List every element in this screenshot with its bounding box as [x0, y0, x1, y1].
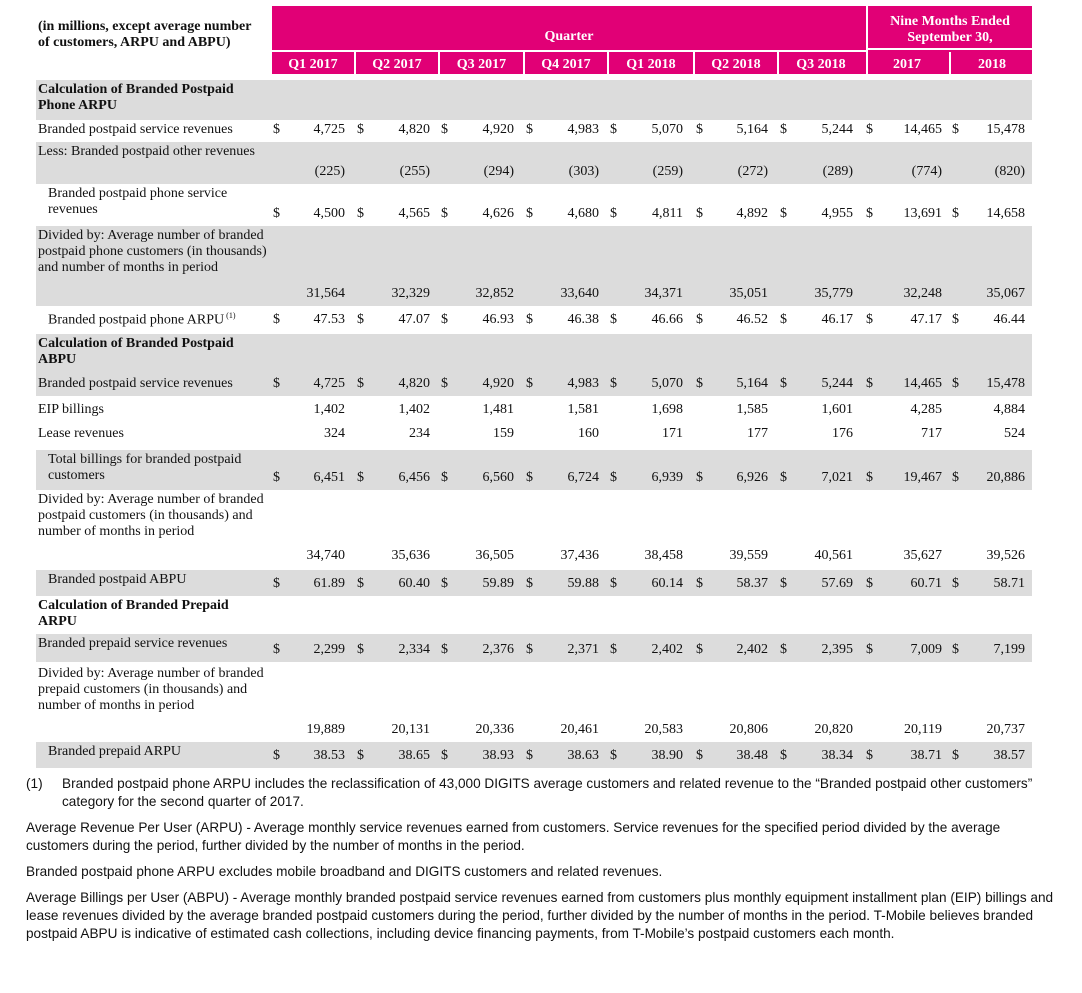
currency-symbol: $	[696, 470, 703, 485]
table-cell: 32,329	[391, 286, 430, 301]
currency-symbol: $	[780, 748, 787, 763]
currency-symbol: $	[357, 576, 364, 591]
currency-symbol: $	[357, 642, 364, 657]
currency-symbol: $	[610, 748, 617, 763]
table-cell: 7,021	[821, 470, 853, 485]
table-cell: 58.71	[993, 576, 1025, 591]
column-separator	[693, 52, 695, 74]
table-cell: 38.34	[821, 748, 853, 763]
table-cell: 20,131	[391, 722, 430, 737]
table-cell: 59.88	[567, 576, 599, 591]
column-header: Q1 2018	[626, 57, 676, 72]
table-cell: 4,725	[313, 122, 345, 137]
table-cell: 7,009	[910, 642, 942, 657]
table-cell: 2,402	[736, 642, 768, 657]
column-header: Q2 2018	[711, 57, 761, 72]
table-cell: 4,892	[736, 206, 768, 221]
currency-symbol: $	[866, 470, 873, 485]
table-cell: 4,983	[567, 376, 599, 391]
table-cell: 35,067	[986, 286, 1025, 301]
footnote-text: Branded postpaid phone ARPU includes the reclassification of 43,000 DIGITS average customers and related revenue to the “Branded postpaid other customers” category for the second quarter of 2017.	[62, 776, 1033, 809]
table-cell: (820)	[994, 164, 1025, 179]
section-title: Calculation of Branded Postpaid Phone ARPU	[38, 82, 234, 113]
column-header: Q3 2018	[796, 57, 846, 72]
table-cell: 5,070	[651, 376, 683, 391]
row-label: Branded prepaid service revenues	[38, 636, 228, 651]
currency-symbol: $	[952, 206, 959, 221]
currency-symbol: $	[526, 748, 533, 763]
currency-symbol: $	[952, 376, 959, 391]
currency-symbol: $	[780, 122, 787, 137]
currency-symbol: $	[273, 642, 280, 657]
section-title: Calculation of Branded Postpaid ABPU	[38, 336, 234, 367]
table-cell: 4,820	[398, 376, 430, 391]
table-cell: 14,465	[903, 376, 942, 391]
currency-symbol: $	[357, 470, 364, 485]
currency-symbol: $	[696, 576, 703, 591]
table-cell: 160	[578, 426, 599, 441]
column-header: Q4 2017	[541, 57, 591, 72]
table-cell: 60.40	[398, 576, 430, 591]
row-label: Branded postpaid service revenues	[38, 122, 233, 137]
table-cell: 2,376	[482, 642, 514, 657]
table-cell: 14,658	[986, 206, 1025, 221]
unit-note: (in millions, except average number of customers, ARPU and ABPU)	[38, 19, 252, 50]
table-cell: (255)	[399, 164, 430, 179]
table-cell: 2,299	[313, 642, 345, 657]
table-cell: 47.17	[910, 312, 942, 327]
column-header: Q3 2017	[456, 57, 507, 72]
table-cell: 2,371	[567, 642, 599, 657]
table-cell: 20,461	[560, 722, 599, 737]
table-cell: 4,500	[313, 206, 345, 221]
row-label: Branded prepaid ARPU	[48, 744, 181, 759]
column-separator	[438, 52, 440, 74]
row-label: Divided by: Average number of branded postpaid customers (in thousands) and number of months in period	[38, 492, 264, 539]
phone-arpu-note: Branded postpaid phone ARPU excludes mobile broadband and DIGITS customers and related revenues.	[26, 864, 663, 879]
currency-symbol: $	[273, 122, 280, 137]
table-cell: 38.93	[482, 748, 514, 763]
abpu-definition: Average Billings per User (ABPU) - Average monthly branded postpaid service revenues earned from customers plus monthly equipment installment plan (EIP) billings and lease revenues divided by the average branded postpaid customers during the period, further divided by the number of months in the period. T-Mobile believes branded postpaid ABPU is indicative of estimated cash collections, including device financing payments, from T-Mobile’s postpaid customers each month.	[26, 890, 1054, 941]
currency-symbol: $	[952, 312, 959, 327]
table-cell: 33,640	[560, 286, 599, 301]
table-cell: 6,560	[482, 470, 514, 485]
row-label: Branded postpaid ABPU	[48, 572, 187, 587]
row-label: Branded postpaid phone ARPU $^{(1)}$	[48, 311, 236, 328]
table-cell: 4,626	[482, 206, 514, 221]
notes-section	[26, 775, 1056, 951]
table-cell: 15,478	[986, 376, 1025, 391]
table-cell: 4,955	[821, 206, 853, 221]
column-separator	[777, 52, 779, 74]
table-cell: 46.93	[482, 312, 514, 327]
currency-symbol: $	[610, 376, 617, 391]
currency-symbol: $	[866, 576, 873, 591]
table-cell: 32,248	[903, 286, 942, 301]
table-cell: 7,199	[993, 642, 1025, 657]
currency-symbol: $	[441, 206, 448, 221]
table-cell: (289)	[822, 164, 853, 179]
column-header: Q2 2017	[372, 57, 422, 72]
table-cell: 46.17	[821, 312, 853, 327]
table-cell: 39,526	[986, 548, 1025, 563]
table-cell: 35,636	[391, 548, 430, 563]
table-cell: 46.52	[736, 312, 768, 327]
table-cell: 35,051	[729, 286, 768, 301]
table-cell: (774)	[911, 164, 942, 179]
table-cell: 1,585	[736, 402, 768, 417]
currency-symbol: $	[866, 642, 873, 657]
currency-symbol: $	[696, 206, 703, 221]
currency-symbol: $	[952, 122, 959, 137]
column-header: Q1 2017	[288, 57, 338, 72]
table-cell: 234	[409, 426, 430, 441]
currency-symbol: $	[610, 642, 617, 657]
table-cell: 38.53	[313, 748, 345, 763]
column-separator	[523, 52, 525, 74]
table-cell: 40,561	[814, 548, 853, 563]
column-separator	[354, 52, 356, 74]
section-title: Calculation of Branded Prepaid ARPU	[38, 598, 229, 629]
table-cell: 20,336	[475, 722, 514, 737]
table-cell: 61.89	[313, 576, 345, 591]
footnote-reference: (1)	[224, 311, 236, 320]
currency-symbol: $	[780, 376, 787, 391]
currency-symbol: $	[610, 122, 617, 137]
currency-symbol: $	[357, 206, 364, 221]
row-label: Divided by: Average number of branded prepaid customers (in thousands) and number of months in period	[38, 666, 264, 713]
table-cell: 5,164	[736, 376, 768, 391]
table-cell: 36,505	[475, 548, 514, 563]
table-cell: 58.37	[736, 576, 768, 591]
table-cell: 46.44	[993, 312, 1025, 327]
currency-symbol: $	[273, 376, 280, 391]
footnote-mark: (1)	[26, 776, 43, 791]
currency-symbol: $	[866, 122, 873, 137]
currency-symbol: $	[866, 312, 873, 327]
currency-symbol: $	[526, 376, 533, 391]
table-cell: 20,806	[729, 722, 768, 737]
currency-symbol: $	[866, 748, 873, 763]
column-separator	[607, 52, 609, 74]
table-cell: 20,820	[814, 722, 853, 737]
table-cell: 15,478	[986, 122, 1025, 137]
currency-symbol: $	[526, 312, 533, 327]
currency-symbol: $	[610, 576, 617, 591]
currency-symbol: $	[441, 376, 448, 391]
currency-symbol: $	[780, 312, 787, 327]
currency-symbol: $	[526, 206, 533, 221]
table-cell: 4,565	[398, 206, 430, 221]
currency-symbol: $	[357, 748, 364, 763]
currency-symbol: $	[952, 642, 959, 657]
table-cell: 20,583	[644, 722, 683, 737]
table-cell: 6,724	[567, 470, 599, 485]
row-label: Total billings for branded postpaid customers	[48, 452, 242, 483]
table-cell: 20,737	[986, 722, 1025, 737]
table-cell: 524	[1004, 426, 1025, 441]
table-cell: 57.69	[821, 576, 853, 591]
table-cell: 38.65	[398, 748, 430, 763]
table-cell: 35,779	[814, 286, 853, 301]
table-cell: 47.07	[398, 312, 430, 327]
table-cell: 2,334	[398, 642, 430, 657]
row-label: Divided by: Average number of branded postpaid phone customers (in thousands) and number of months in period	[38, 228, 267, 275]
currency-symbol: $	[610, 470, 617, 485]
table-cell: 20,886	[986, 470, 1025, 485]
currency-symbol: $	[696, 642, 703, 657]
currency-symbol: $	[610, 312, 617, 327]
table-cell: 159	[493, 426, 514, 441]
currency-symbol: $	[441, 642, 448, 657]
table-cell: 4,884	[993, 402, 1025, 417]
table-cell: 19,467	[903, 470, 942, 485]
currency-symbol: $	[526, 642, 533, 657]
table-cell: 35,627	[903, 548, 942, 563]
row-label: EIP billings	[38, 402, 104, 417]
currency-symbol: $	[357, 122, 364, 137]
currency-symbol: $	[952, 748, 959, 763]
table-cell: 177	[747, 426, 768, 441]
table-cell: 38.57	[993, 748, 1025, 763]
currency-symbol: $	[441, 470, 448, 485]
table-cell: 46.38	[567, 312, 599, 327]
table-cell: 46.66	[651, 312, 683, 327]
table-cell: 176	[832, 426, 853, 441]
table-cell: 4,983	[567, 122, 599, 137]
table-cell: 4,725	[313, 376, 345, 391]
table-cell: 13,691	[903, 206, 942, 221]
currency-symbol: $	[273, 470, 280, 485]
quarter-label: Quarter	[544, 29, 594, 44]
table-cell: 1,402	[398, 402, 430, 417]
table-cell: 39,559	[729, 548, 768, 563]
currency-symbol: $	[696, 312, 703, 327]
table-cell: 4,920	[482, 122, 514, 137]
table-cell: 60.14	[651, 576, 683, 591]
table-cell: 37,436	[560, 548, 599, 563]
currency-symbol: $	[526, 470, 533, 485]
table-cell: 2,395	[821, 642, 853, 657]
table-cell: 4,680	[567, 206, 599, 221]
table-cell: 60.71	[910, 576, 942, 591]
table-cell: 34,371	[644, 286, 683, 301]
table-cell: 6,451	[313, 470, 345, 485]
currency-symbol: $	[357, 376, 364, 391]
column-header: 2018	[978, 57, 1006, 72]
table-cell: 4,920	[482, 376, 514, 391]
currency-symbol: $	[866, 206, 873, 221]
table-cell: 6,456	[398, 470, 430, 485]
currency-symbol: $	[696, 376, 703, 391]
currency-symbol: $	[952, 576, 959, 591]
currency-symbol: $	[780, 470, 787, 485]
currency-symbol: $	[526, 576, 533, 591]
arpu-definition: Average Revenue Per User (ARPU) - Average monthly service revenues earned from customers. Service revenues for the specified period divided by the average customers during the period, further divided by the number of months in the period.	[26, 820, 1001, 853]
table-cell: 1,402	[313, 402, 345, 417]
table-cell: 38.63	[567, 748, 599, 763]
table-cell: 4,820	[398, 122, 430, 137]
currency-symbol: $	[610, 206, 617, 221]
table-cell: 5,244	[821, 376, 853, 391]
row-label: Branded postpaid phone service revenues	[48, 186, 228, 217]
table-cell: 47.53	[313, 312, 345, 327]
currency-symbol: $	[526, 122, 533, 137]
currency-symbol: $	[273, 312, 280, 327]
table-cell: 31,564	[306, 286, 345, 301]
column-separator	[949, 52, 951, 74]
table-cell: 324	[324, 426, 345, 441]
currency-symbol: $	[273, 748, 280, 763]
table-cell: 1,698	[651, 402, 683, 417]
footnote	[26, 775, 1056, 811]
table-cell: 38.71	[910, 748, 942, 763]
currency-symbol: $	[441, 312, 448, 327]
table-cell: 14,465	[903, 122, 942, 137]
table-cell: 59.89	[482, 576, 514, 591]
currency-symbol: $	[273, 206, 280, 221]
currency-symbol: $	[273, 576, 280, 591]
table-cell: 6,939	[651, 470, 683, 485]
table-cell: 32,852	[475, 286, 514, 301]
table-cell: 19,889	[306, 722, 345, 737]
header-divider-nine-months	[868, 48, 1032, 50]
table-cell: (259)	[652, 164, 683, 179]
table-cell: 5,164	[736, 122, 768, 137]
table-cell: 5,070	[651, 122, 683, 137]
currency-symbol: $	[952, 470, 959, 485]
currency-symbol: $	[441, 748, 448, 763]
table-cell: (225)	[314, 164, 345, 179]
nine-months-label: Nine Months Ended September 30,	[890, 14, 1010, 45]
column-header: 2017	[893, 57, 921, 72]
currency-symbol: $	[780, 206, 787, 221]
table-cell: 717	[921, 426, 942, 441]
table-cell: 6,926	[736, 470, 768, 485]
row-label: Branded postpaid service revenues	[38, 376, 233, 391]
currency-symbol: $	[696, 122, 703, 137]
table-cell: (294)	[483, 164, 514, 179]
table-cell: 4,811	[652, 206, 683, 221]
currency-symbol: $	[780, 642, 787, 657]
table-cell: 1,581	[567, 402, 599, 417]
table-cell: 38.48	[736, 748, 768, 763]
table-cell: 1,601	[821, 402, 853, 417]
table-cell: 5,244	[821, 122, 853, 137]
table-cell: 38.90	[651, 748, 683, 763]
currency-symbol: $	[696, 748, 703, 763]
row-label: Less: Branded postpaid other revenues	[38, 144, 255, 159]
table-cell: 20,119	[904, 722, 942, 737]
table-cell: 2,402	[651, 642, 683, 657]
row-label: Lease revenues	[38, 426, 124, 441]
table-cell: 34,740	[306, 548, 345, 563]
table-cell: 1,481	[482, 402, 514, 417]
table-cell: 38,458	[644, 548, 683, 563]
currency-symbol: $	[441, 576, 448, 591]
table-cell: 171	[662, 426, 683, 441]
table-cell: (303)	[568, 164, 599, 179]
table-cell: (272)	[737, 164, 768, 179]
table-cell: 4,285	[910, 402, 942, 417]
currency-symbol: $	[441, 122, 448, 137]
currency-symbol: $	[866, 376, 873, 391]
currency-symbol: $	[357, 312, 364, 327]
currency-symbol: $	[780, 576, 787, 591]
